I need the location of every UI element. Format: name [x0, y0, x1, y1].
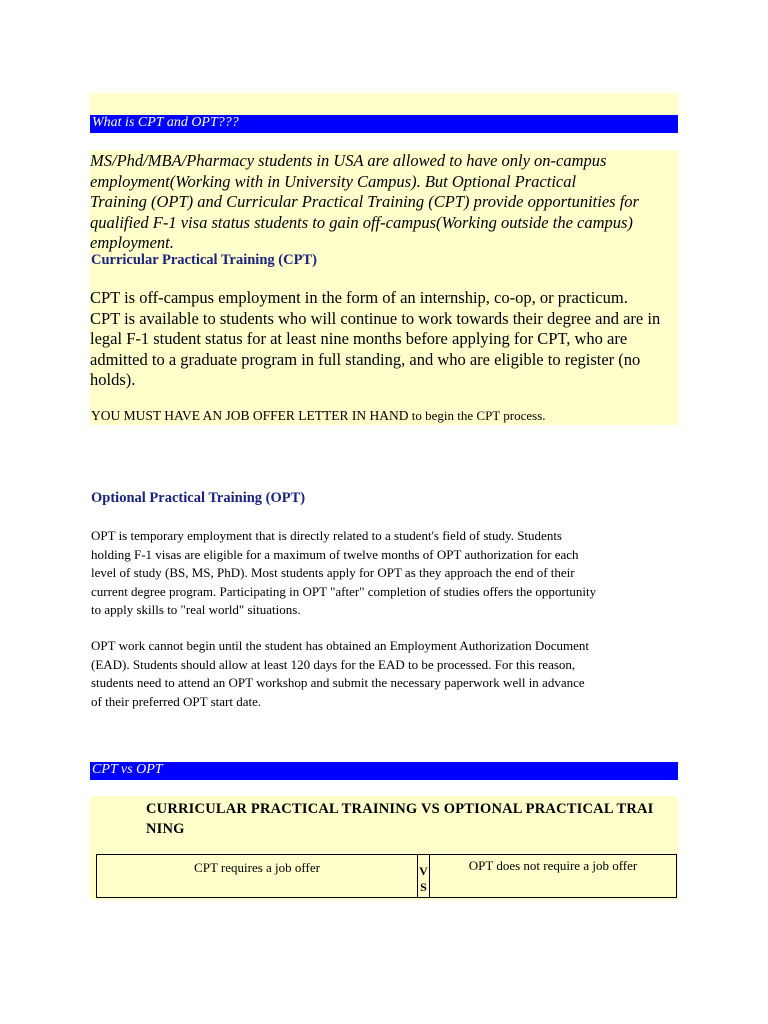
cpt-notice-caps: YOU MUST HAVE AN JOB OFFER LETTER IN HAND	[91, 408, 409, 423]
cpt-body-line: CPT is off-campus employment in the form of an internship, co-op, or practicum.	[90, 288, 628, 307]
vs-letter-s: S	[420, 880, 427, 894]
intro-line: qualified F-1 visa status students to gain off-campus(Working outside the campus)	[90, 212, 633, 232]
comparison-cell-opt	[430, 855, 676, 897]
opt-heading: Optional Practical Training (OPT)	[91, 490, 306, 506]
opt-para1-line: level of study (BS, MS, PhD). Most students apply for OPT as they approach the end of their	[91, 565, 575, 580]
comparison-table	[96, 854, 677, 898]
opt-paragraph-2	[91, 637, 691, 711]
opt-paragraph-1	[91, 527, 691, 620]
opt-para1-line: to apply skills to "real world" situations.	[91, 602, 301, 617]
comparison-cpt-text: CPT requires a job offer	[194, 860, 320, 875]
comparison-opt-text: OPT does not require a job offer	[468, 858, 638, 873]
opt-para2-line: students need to attend an OPT workshop and submit the necessary paperwork well in advance	[91, 675, 585, 690]
intro-line: MS/Phd/MBA/Pharmacy students in USA are allowed to have only on-campus	[90, 151, 607, 170]
section-bar-cpt-vs-opt	[90, 762, 678, 780]
section-bar-label: What is CPT and OPT???	[92, 115, 239, 130]
intro-paragraph	[90, 151, 680, 254]
cpt-body-line: CPT is available to students who will continue to work towards their degree and are in	[90, 308, 661, 328]
cpt-body-line: legal F-1 student status for at least nine months before applying for CPT, who are	[90, 329, 628, 348]
cpt-body-line: holds).	[90, 370, 136, 389]
comparison-cell-cpt	[97, 855, 418, 897]
cpt-body	[90, 288, 682, 391]
cpt-heading: Curricular Practical Training (CPT)	[91, 252, 317, 268]
section-bar-what-is	[90, 115, 678, 133]
section-bar-label: CPT vs OPT	[92, 762, 163, 777]
opt-para1-line: current degree program. Participating in OPT "after" completion of studies offers the opportunity	[91, 583, 597, 599]
cpt-notice-rest: to begin the CPT process.	[408, 408, 546, 423]
comparison-heading-line: NING	[146, 821, 185, 837]
comparison-cell-vs	[418, 855, 430, 897]
opt-para2-line: of their preferred OPT start date.	[91, 693, 262, 709]
cpt-notice	[91, 407, 546, 425]
intro-line: employment(Working with in University Campus). But Optional Practical	[90, 171, 577, 191]
top-highlight-strip	[90, 93, 678, 115]
vs-letter-v: V	[419, 864, 428, 878]
opt-para1-line: OPT is temporary employment that is directly related to a student's field of study. Students	[91, 528, 562, 543]
intro-line: Training (OPT) and Curricular Practical Training (CPT) provide opportunities for	[90, 192, 639, 211]
opt-para1-line: holding F-1 visas are eligible for a maximum of twelve months of OPT authorization for each	[91, 546, 579, 562]
opt-para2-line: (EAD). Students should allow at least 120 days for the EAD to be processed. For this reason,	[91, 656, 576, 672]
intro-line: employment.	[90, 233, 174, 252]
comparison-heading-line: CURRICULAR PRACTICAL TRAINING VS OPTIONAL PRACTICAL TRAI	[146, 801, 654, 817]
comparison-heading	[146, 799, 686, 839]
cpt-body-line: admitted to a graduate program in full standing, and who are eligible to register (no	[90, 349, 641, 369]
opt-para2-line: OPT work cannot begin until the student has obtained an Employment Authorization Document	[91, 638, 590, 653]
